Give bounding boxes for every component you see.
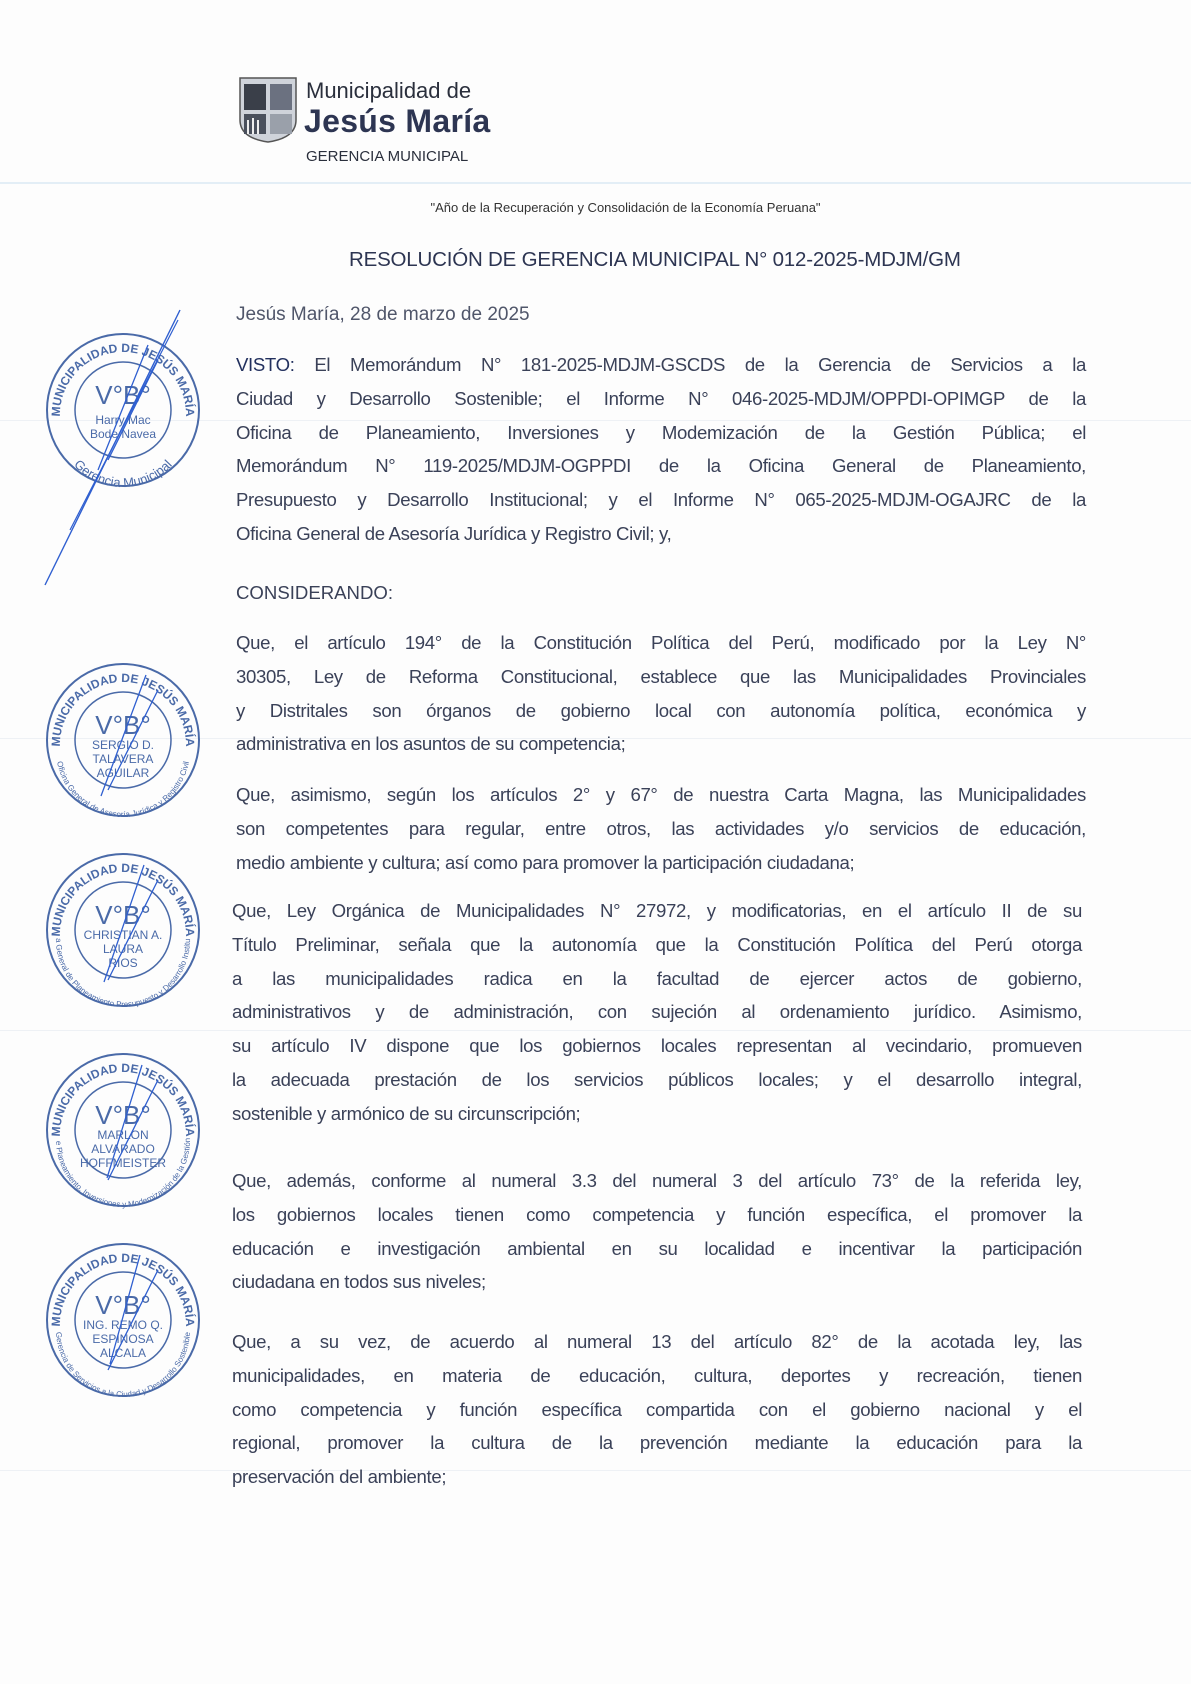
text-line: Ciudad y Desarrollo Sostenible; el Informe N° 046-2025-MDJM/OPPDI-OPIMGP de la — [236, 387, 1086, 409]
visto-paragraph — [236, 348, 1086, 551]
stamp-ring-bottom: Gerencia Municipal — [71, 456, 175, 491]
text-line: 30305, Ley de Reforma Constitucional, establece que las Municipalidades Provinciales — [236, 665, 1086, 687]
stamp-name-line: ALCALA — [99, 1346, 147, 1360]
text-line: El Memorándum N° 181-2025-MDJM-GSCDS de la Gerencia de Servicios a la — [294, 354, 1086, 375]
org-name-line1: Municipalidad de — [306, 78, 472, 103]
stamp-name-line: AGUILAR — [96, 766, 150, 780]
stamp-name-line: SERGIO D. — [91, 738, 155, 752]
stamp-ring-bottom: Oficina de Planeamiento, Inversiones y Modernización de la Gestión Pública — [34, 1033, 193, 1210]
text-line: Oficina de Planeamiento, Inversiones y Modemización de la Gestión Pública; el — [236, 421, 1086, 443]
stamp-vobo: V°B° — [95, 1290, 151, 1320]
text-line: medio ambiente y cultura; así como para promover la participación ciudadana; — [236, 851, 855, 873]
stamp-vobo: V°B° — [95, 1100, 151, 1130]
stamp-name-line: Bode Navea — [89, 427, 157, 441]
text-line: administrativa en los asuntos de su competencia; — [236, 733, 626, 755]
year-motto: "Año de la Recuperación y Consolidación de la Economía Peruana" — [430, 200, 821, 215]
text-line: Título Preliminar, señala que la autonomía que la Constitución Política del Perú otorga — [232, 933, 1082, 955]
stamp-ring-top: MUNICIPALIDAD DE JESÚS MARÍA — [48, 340, 198, 417]
department-name: GERENCIA MUNICIPAL — [306, 148, 469, 165]
text-line: los gobiernos locales tienen como competencia y función específica, el promover la — [232, 1203, 1082, 1225]
text-line: son competentes para regular, entre otros, las actividades y/o servicios de educación, — [236, 817, 1086, 839]
text-line: Que, a su vez, de acuerdo al numeral 13 del artículo 82° de la acotada ley, las — [232, 1331, 1082, 1352]
stamp-vobo: V°B° — [95, 710, 151, 740]
stamp-vobo: V°B° — [95, 900, 151, 930]
text-line: Presupuesto y Desarrollo Institucional; y el Informe N° 065-2025-MDJM-OGAJRC de la — [236, 489, 1086, 511]
stamp-name-line: ING. REMO Q. — [82, 1318, 164, 1332]
text-line: su artículo IV dispone que los gobiernos locales representan al vecindario, promueven — [232, 1035, 1082, 1057]
text-line: regional, promover la cultura de la prevención mediante la educación para la — [232, 1432, 1082, 1454]
considerando-paragraph — [232, 1164, 1082, 1299]
document-title: RESOLUCIÓN DE GERENCIA MUNICIPAL N° 012-2025-MDJM/GM — [349, 248, 961, 271]
stamp-name-line: TALAVERA — [92, 752, 154, 766]
stamp-ring-top: MUNICIPALIDAD DE JESÚS MARÍA — [48, 1250, 198, 1327]
text-line: Que, el artículo 194° de la Constitución Política del Perú, modificado por la Ley N° — [236, 632, 1086, 653]
considerando-paragraph — [232, 894, 1082, 1131]
text-line: Que, además, conforme al numeral 3.3 del numeral 3 del artículo 73° de la referida ley, — [232, 1170, 1082, 1191]
stamp-ring-bottom: Gerencia de Servicios a la Ciudad y Desarrollo Sostenible — [53, 1331, 192, 1400]
text-line: y Distritales son órganos de gobierno local con autonomía política, económica y — [236, 699, 1086, 721]
text-line: la adecuada prestación de los servicios públicos locales; y el desarrollo integral, — [232, 1068, 1082, 1090]
stamp-name-line: Harry Mac — [95, 413, 151, 427]
stamp-ring-bottom: Oficina General de Asesoría Jurídica y Registro Civil — [55, 760, 191, 820]
header-divider — [0, 182, 1191, 184]
text-line: como competencia y función específica compartida con el gobierno nacional y el — [232, 1398, 1082, 1420]
stamp-name-line: RIOS — [108, 956, 138, 970]
stamp-ring-top: MUNICIPALIDAD DE JESÚS MARÍA — [48, 1060, 198, 1137]
signature-icon — [30, 300, 210, 590]
approval-stamp — [38, 650, 208, 820]
considerando-heading: CONSIDERANDO: — [236, 582, 394, 603]
considerando-paragraph — [232, 1325, 1082, 1494]
stamp-ring-top: MUNICIPALIDAD DE JESÚS MARÍA — [48, 670, 198, 747]
text-line: a las municipalidades radica en la facultad de ejercer actos de gobierno, — [232, 967, 1082, 989]
text-line: Memorándum N° 119-2025/MDJM-OGPPDI de la Oficina General de Planeamiento, — [236, 455, 1086, 477]
municipality-logo — [238, 76, 298, 144]
stamp-name-line: CHRISTIAN A. — [83, 928, 163, 942]
approval-stamp — [34, 833, 208, 1010]
stamp-name-line: ALVARADO — [91, 1142, 155, 1156]
stamp-ring-top: MUNICIPALIDAD DE JESÚS MARÍA — [48, 860, 198, 937]
text-line: Que, Ley Orgánica de Municipalidades N° 27972, y modificatorias, en el artículo II de su — [232, 900, 1082, 921]
text-line: administrativos y de administración, con sujeción al ordenamiento jurídico. Asimismo, — [232, 1001, 1082, 1023]
org-name-line2: Jesús María — [304, 103, 491, 139]
stamp-vobo: V°B° — [95, 380, 151, 410]
text-line: municipalidades, en materia de educación, cultura, deportes y recreación, tienen — [232, 1364, 1082, 1386]
approval-stamp — [38, 1230, 208, 1400]
stamp-ring-bottom: Oficina General de Planeamiento Presupuesto y Desarrollo Institucional — [34, 833, 193, 1010]
stamp-name-line: HOFFMEISTER — [80, 1156, 166, 1170]
stamp-name-line: LAURA — [102, 942, 144, 956]
stamp-name-line: ESPINOSA — [92, 1332, 154, 1346]
text-line: educación e investigación ambiental en su localidad e incentivar la participación — [232, 1237, 1082, 1259]
approval-stamp — [34, 1033, 208, 1210]
considerando-paragraph — [236, 778, 1086, 879]
stamp-name-line: MARLON — [97, 1128, 149, 1142]
considerando-paragraph — [236, 626, 1086, 761]
text-line: Oficina General de Asesoría Jurídica y Registro Civil; y, — [236, 522, 672, 544]
text-line: ciudadana en todos sus niveles; — [232, 1271, 486, 1293]
document-date: Jesús María, 28 de marzo de 2025 — [236, 304, 530, 325]
visto-label: VISTO: — [236, 354, 295, 375]
text-line: sostenible y armónico de su circunscripción; — [232, 1102, 581, 1124]
text-line: Que, asimismo, según los artículos 2° y 67° de nuestra Carta Magna, las Municipalidades — [236, 784, 1086, 805]
text-line: preservación del ambiente; — [232, 1466, 447, 1488]
